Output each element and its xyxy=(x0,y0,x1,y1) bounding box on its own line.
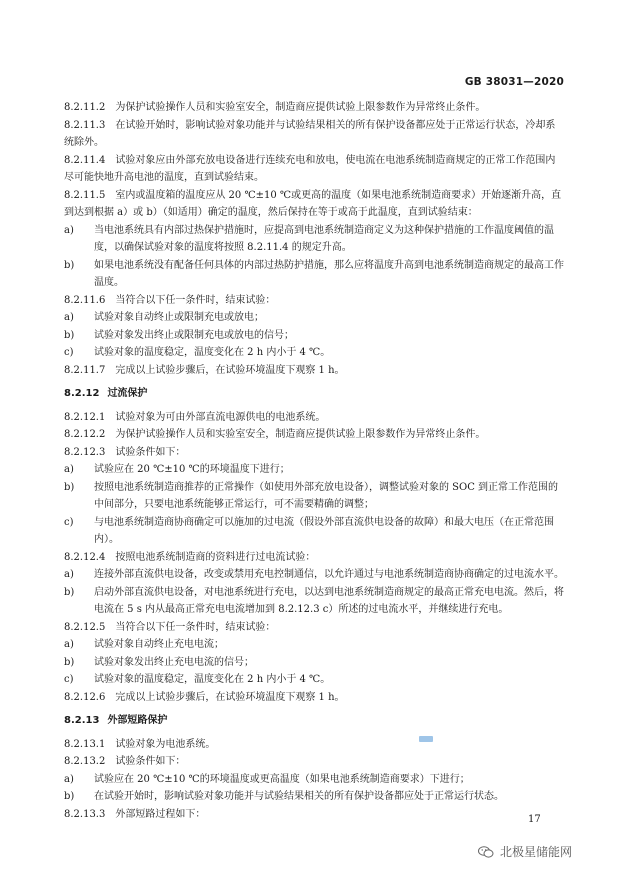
list-item xyxy=(64,584,564,619)
list-item-text: 按照电池系统制造商推荐的正常操作（如使用外部充放电设备），调整试验对象的 SOC 到正常工作范围的中间部分，只要电池系统能够正常运行，可不需要精确的调整； xyxy=(94,481,559,510)
clause-paragraph xyxy=(64,806,564,824)
clause-number: 8.2.12.3 xyxy=(64,446,106,458)
list-item-text: 启动外部直流供电设备，对电池系统进行充电，以达到电池系统制造商规定的最高正常充电电流。然后，将电流在 5 s 内从最高正常充电电流增加到 8.2.12.3 c）所述的过电流水平，并继续进行充电。 xyxy=(94,586,564,615)
clause-paragraph xyxy=(64,426,564,444)
clause-number: 8.2.13.1 xyxy=(64,738,106,750)
blue-mark xyxy=(419,736,433,742)
clause-number: 8.2.12.4 xyxy=(64,551,106,563)
clause-paragraph xyxy=(64,409,564,427)
clause-number: 8.2.11.3 xyxy=(64,119,106,131)
list-item-text: 如果电池系统没有配备任何具体的内部过热防护措施，那么应将温度升高到电池系统制造商规定的最高工作温度。 xyxy=(94,259,564,288)
clause-text: 为保护试验操作人员和实验室安全，制造商应提供试验上限参数作为异常终止条件。 xyxy=(115,102,486,113)
list-item xyxy=(64,257,564,292)
clause-paragraph xyxy=(64,619,564,637)
list-marker: b) xyxy=(64,656,75,668)
clause-number: 8.2.11.4 xyxy=(64,154,106,166)
clause-text: 完成以上试验步骤后，在试验环境温度下观察 1 h。 xyxy=(115,691,345,703)
standard-number: GB 38031—2020 xyxy=(464,76,564,88)
list-item-text: 连接外部直流供电设备，改变或禁用充电控制通信，以允许通过与电池系统制造商协商确定的过电流水平。 xyxy=(94,569,564,580)
clause-text: 试验对象为电池系统。 xyxy=(115,738,216,750)
list-item-text: 试验对象自动终止充电电流； xyxy=(94,639,224,650)
list-item-text: 试验应在 20 ℃±10 ℃的环境温度下进行； xyxy=(94,464,290,475)
section-number: 8.2.13 xyxy=(64,715,100,726)
clause-text: 按照电池系统制造商的资料进行过电流试验： xyxy=(115,551,316,563)
clause-text: 完成以上试验步骤后，在试验环境温度下观察 1 h。 xyxy=(115,364,345,376)
clause-text: 当符合以下任一条件时，结束试验： xyxy=(115,621,276,633)
list-marker: a) xyxy=(64,639,74,650)
list-item xyxy=(64,654,564,672)
clause-number: 8.2.13.3 xyxy=(64,808,106,820)
list-item-text: 试验对象发出终止或限制充电或放电的信号； xyxy=(94,329,294,341)
section-heading xyxy=(64,712,564,730)
clause-number: 8.2.11.6 xyxy=(64,294,106,306)
list-marker: b) xyxy=(64,586,75,598)
clause-paragraph xyxy=(64,152,564,187)
list-marker: b) xyxy=(64,329,75,341)
section-title: 过流保护 xyxy=(107,388,148,399)
clause-text: 试验对象应由外部充放电设备进行连续充电和放电，使电流在电池系统制造商规定的正常工作范围内尽可能快地升高电池的温度，直到试验结束。 xyxy=(64,154,556,183)
list-marker: a) xyxy=(64,464,74,475)
clause-number: 8.2.11.7 xyxy=(64,364,106,376)
clause-paragraph xyxy=(64,187,564,222)
list-item xyxy=(64,671,564,689)
wechat-icon xyxy=(478,846,494,858)
clause-paragraph xyxy=(64,753,564,771)
clause-paragraph xyxy=(64,549,564,567)
clause-paragraph xyxy=(64,99,564,117)
clause-text: 当符合以下任一条件时，结束试验： xyxy=(115,294,276,306)
list-item xyxy=(64,771,564,789)
clause-number: 8.2.12.2 xyxy=(64,429,106,440)
section-heading xyxy=(64,385,564,403)
list-marker: c) xyxy=(64,347,74,358)
clause-text: 为保护试验操作人员和实验室安全，制造商应提供试验上限参数作为异常终止条件。 xyxy=(115,429,486,440)
clause-paragraph xyxy=(64,117,564,152)
list-item xyxy=(64,327,564,345)
clause-text: 外部短路过程如下： xyxy=(115,808,206,820)
list-item-text: 试验对象自动终止或限制充电或放电； xyxy=(94,312,264,323)
clause-number: 8.2.12.5 xyxy=(64,621,106,633)
list-marker: b) xyxy=(64,791,75,802)
list-marker: c) xyxy=(64,674,74,685)
list-item xyxy=(64,222,564,257)
list-item xyxy=(64,479,564,514)
watermark-text: 北极星储能网 xyxy=(500,845,573,859)
clause-text: 在试验开始时，影响试验对象功能并与试验结果相关的所有保护设备都应处于正常运行状态，冷却系统除外。 xyxy=(64,119,556,148)
list-item xyxy=(64,788,564,806)
clause-paragraph xyxy=(64,362,564,380)
list-item-text: 试验对象发出终止充电电流的信号； xyxy=(94,656,254,668)
clause-paragraph xyxy=(64,736,564,754)
clause-text: 室内或温度箱的温度应从 20 ℃±10 ℃或更高的温度（如果电池系统制造商要求）开始逐渐升高，直到达到根据 a）或 b）（如适用）确定的温度，然后保持在等于或高于此温度，直到试验结束： xyxy=(64,189,562,218)
list-marker: a) xyxy=(64,312,74,323)
list-item xyxy=(64,566,564,584)
clause-number: 8.2.12.1 xyxy=(64,411,106,423)
clause-text: 试验条件如下： xyxy=(115,446,186,458)
list-item xyxy=(64,344,564,362)
clause-paragraph xyxy=(64,444,564,462)
list-item xyxy=(64,514,564,549)
clause-number: 8.2.11.2 xyxy=(64,102,106,113)
clause-number: 8.2.12.6 xyxy=(64,691,106,703)
section-number: 8.2.12 xyxy=(64,388,100,399)
page-number: 17 xyxy=(528,814,541,825)
clause-number: 8.2.13.2 xyxy=(64,756,106,767)
document-body xyxy=(64,99,564,823)
list-marker: a) xyxy=(64,773,74,785)
list-item-text: 试验对象的温度稳定，温度变化在 2 h 内小于 4 ℃。 xyxy=(94,674,331,685)
list-marker: b) xyxy=(64,259,75,271)
list-item xyxy=(64,636,564,654)
section-title: 外部短路保护 xyxy=(107,715,168,726)
list-item-text: 与电池系统制造商协商确定可以施加的过电流（假设外部直流供电设备的故障）和最大电压（在正常范围内）。 xyxy=(94,516,554,545)
watermark xyxy=(478,843,572,860)
list-item-text: 在试验开始时，影响试验对象功能并与试验结果相关的所有保护设备都应处于正常运行状态。 xyxy=(94,791,504,802)
list-marker: b) xyxy=(64,481,75,493)
clause-text: 试验对象为可由外部直流电源供电的电池系统。 xyxy=(115,411,326,423)
clause-paragraph xyxy=(64,689,564,707)
clause-number: 8.2.11.5 xyxy=(64,189,106,201)
clause-paragraph xyxy=(64,292,564,310)
list-marker: c) xyxy=(64,516,74,528)
list-marker: a) xyxy=(64,224,74,236)
clause-text: 试验条件如下： xyxy=(115,756,186,767)
list-item-text: 试验对象的温度稳定，温度变化在 2 h 内小于 4 ℃。 xyxy=(94,347,331,358)
list-item xyxy=(64,461,564,479)
list-marker: a) xyxy=(64,569,74,580)
list-item xyxy=(64,309,564,327)
list-item-text: 试验应在 20 ℃±10 ℃的环境温度或更高温度（如果电池系统制造商要求）下进行； xyxy=(94,773,470,785)
list-item-text: 当电池系统具有内部过热保护措施时，应提高到电池系统制造商定义为这种保护措施的工作温度阈值的温度，以确保试验对象的温度将按照 8.2.11.4 的规定升高。 xyxy=(94,224,554,253)
